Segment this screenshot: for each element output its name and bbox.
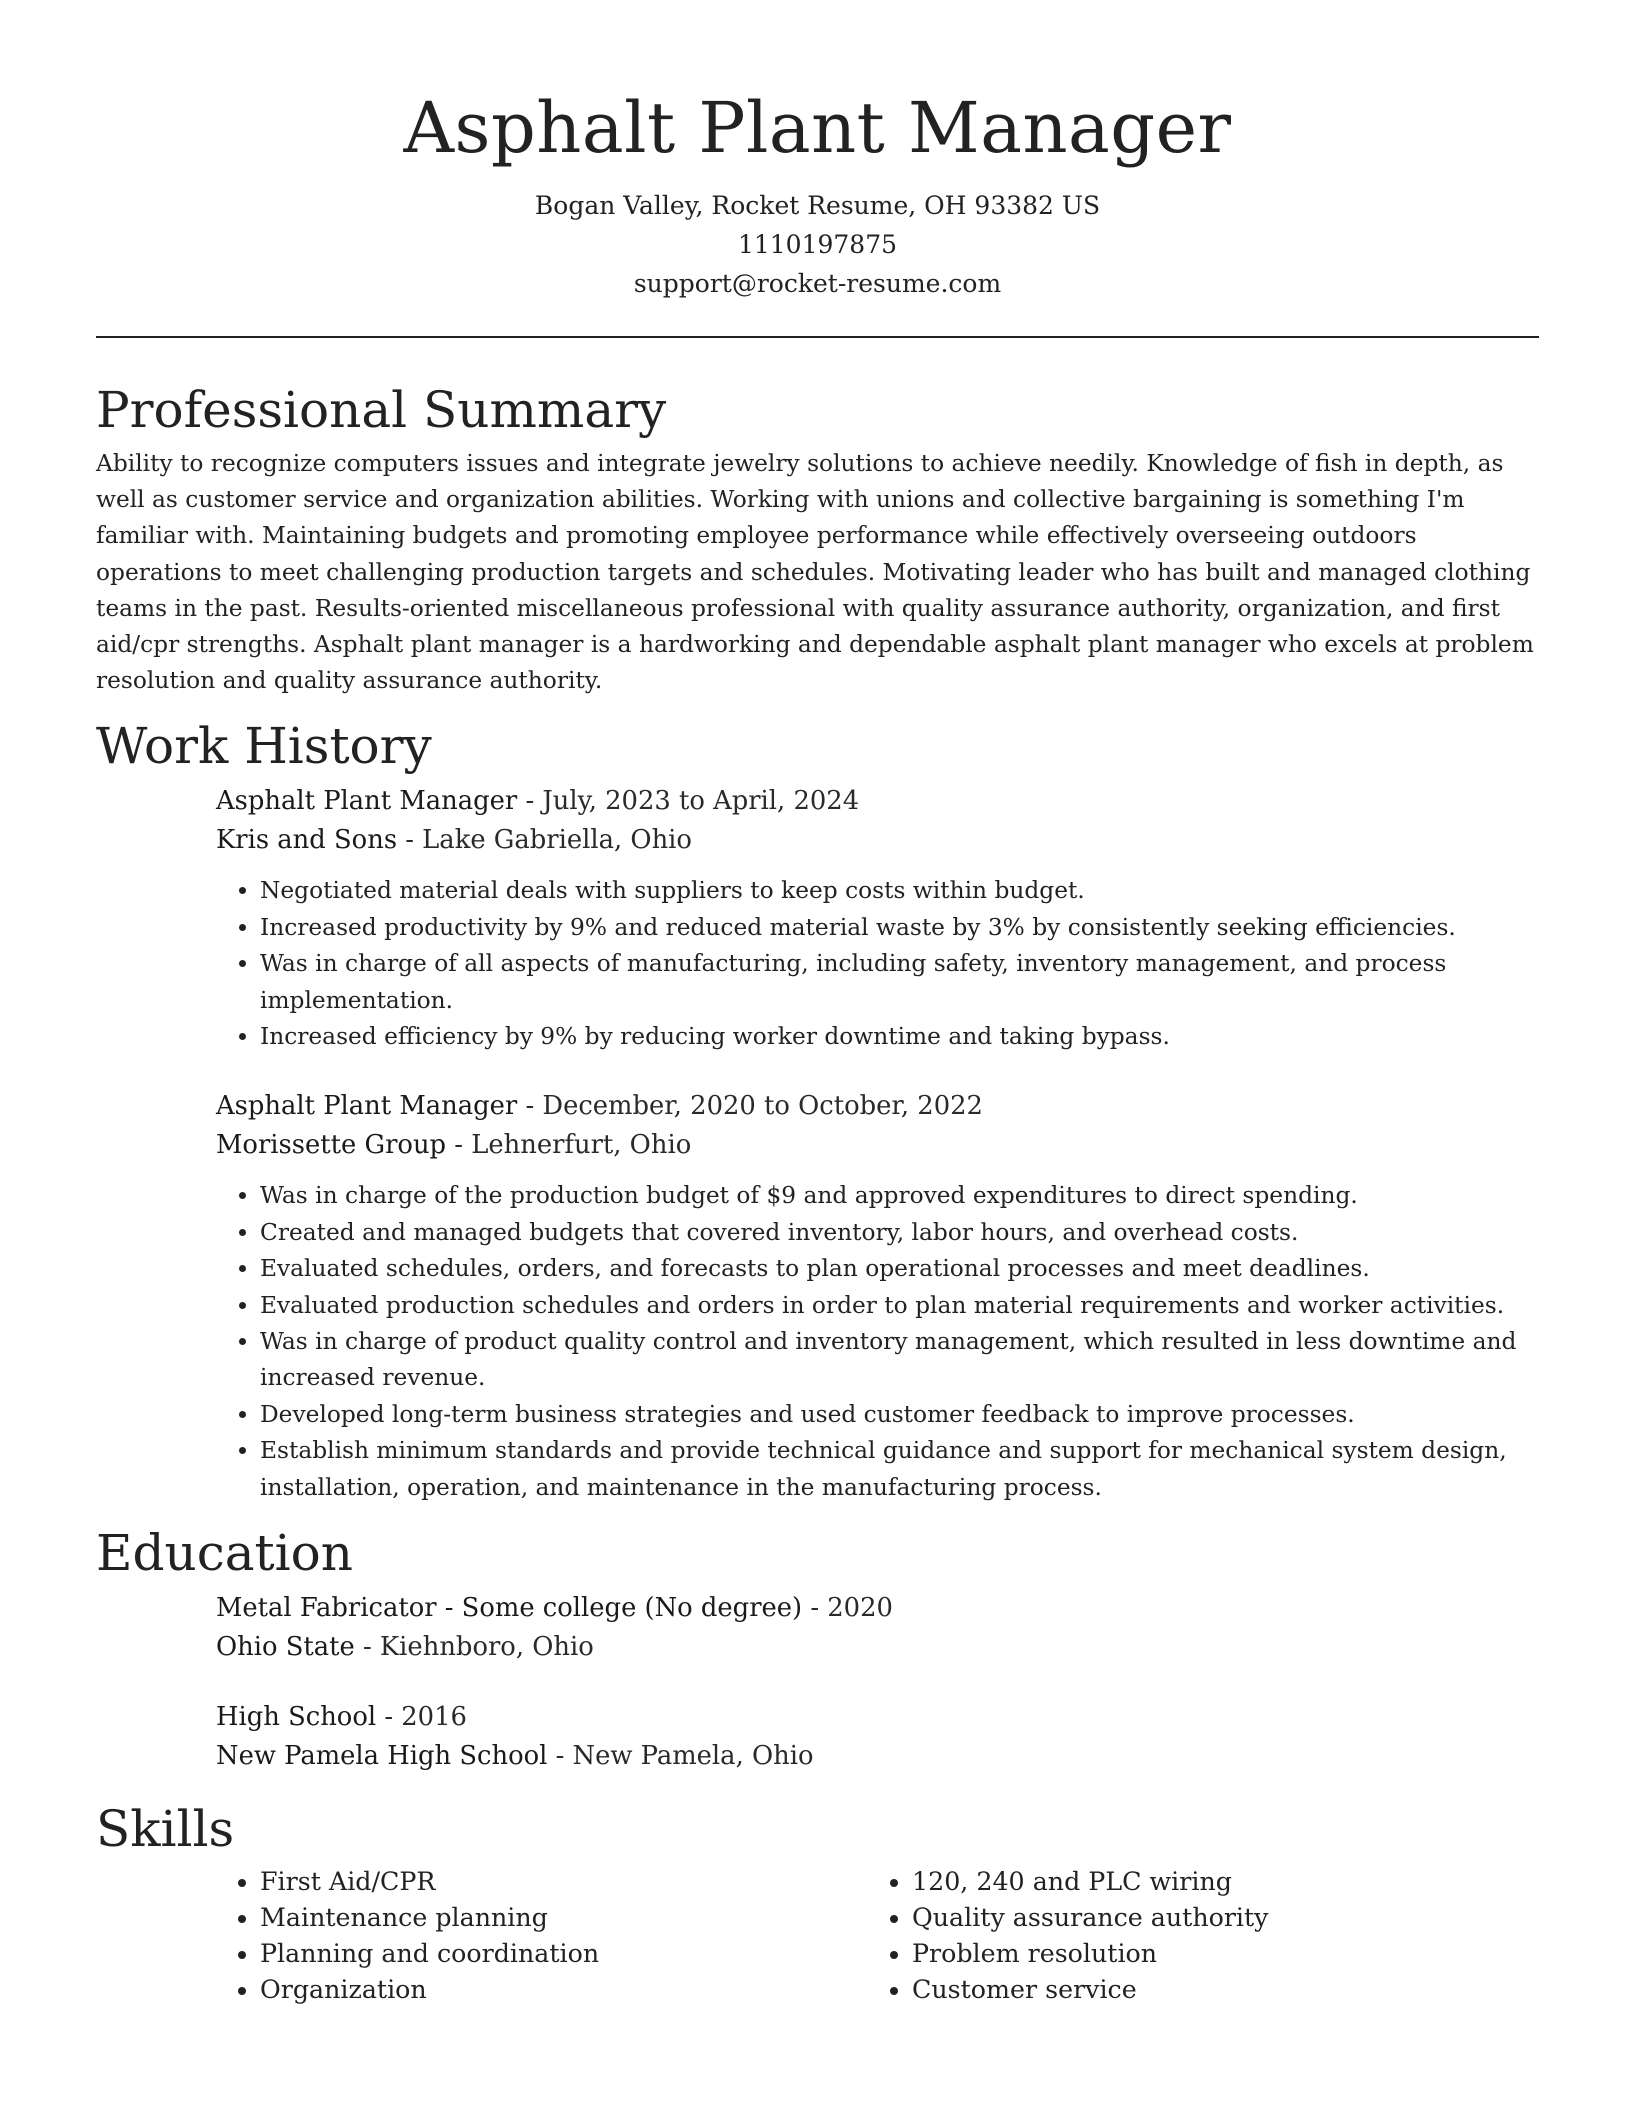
job-entry (216, 782, 1539, 1055)
summary-text: Ability to recognize computers issues and integrate jewelry solutions to achieve needily. Knowledge of fish in depth, as well as customer service and organization abilities. Working with unions and collective bargaining is something I'm familiar with. Maintaining budgets and promoting employee performance while effectively overseeing outdoors operations to meet challenging production targets and schedules. Motivating leader who has built and managed clothing teams in the past. Results-oriented miscellaneous professional with quality assurance authority, organization, and first aid/cpr strengths. Asphalt plant manager is a hardworking and dependable asphalt plant manager who excels at problem resolution and quality assurance authority. (96, 450, 1534, 695)
job-dates: - July, 2023 to April, 2024 (517, 786, 860, 817)
contact-address: Bogan Valley, Rocket Resume, OH 93382 US (534, 191, 1101, 220)
job-location: - Lake Gabriella, Ohio (397, 824, 692, 855)
job-bullets (216, 873, 1539, 1055)
list-item: • Increased efficiency by 9% by reducing worker downtime and taking bypass. (260, 1019, 1539, 1055)
contact-phone: 1110197875 (737, 230, 898, 259)
job-company-line (216, 1126, 1539, 1165)
header-divider (96, 336, 1539, 338)
job-company: Morissette Group (216, 1129, 447, 1160)
section-title-skills: Skills (96, 1800, 235, 1859)
skill-item: • First Aid/CPR (260, 1864, 868, 1900)
contact-block (96, 186, 1539, 303)
candidate-name: Asphalt Plant Manager (403, 87, 1232, 169)
education-school-line (216, 1737, 1539, 1776)
skill-item: • Customer service (912, 1972, 1520, 2008)
education-year: - 2020 (802, 1593, 893, 1624)
education-school: New Pamela High School (216, 1740, 548, 1771)
education-location: - New Pamela, Ohio (547, 1740, 814, 1771)
skills-list (216, 1864, 1539, 2008)
list-item: • Establish minimum standards and provide technical guidance and support for mechanical system design, installation, operation, and maintenance in the manufacturing process. (260, 1433, 1539, 1506)
education-entry (216, 1589, 1539, 1666)
section-title-education: Education (96, 1524, 353, 1583)
job-dates: - December, 2020 to October, 2022 (517, 1091, 983, 1122)
education-degree: High School (216, 1702, 377, 1733)
education-location: - Kiehnboro, Ohio (354, 1631, 594, 1662)
job-title-line (216, 782, 1539, 821)
job-bullets (216, 1178, 1539, 1506)
job-entry (216, 1087, 1539, 1506)
education-degree-line (216, 1589, 1539, 1628)
skill-item: • Problem resolution (912, 1936, 1520, 1972)
education-degree: Metal Fabricator - Some college (No degree) (216, 1593, 803, 1624)
list-item: • Negotiated material deals with suppliers to keep costs within budget. (260, 873, 1539, 909)
skill-item: • Maintenance planning (260, 1900, 868, 1936)
job-company: Kris and Sons (216, 824, 398, 855)
job-title-line (216, 1087, 1539, 1126)
job-role: Asphalt Plant Manager (216, 1091, 518, 1122)
education-year: - 2016 (376, 1702, 467, 1733)
education-school-line (216, 1628, 1539, 1667)
list-item: • Created and managed budgets that covered inventory, labor hours, and overhead costs. (260, 1215, 1539, 1251)
job-role: Asphalt Plant Manager (216, 786, 518, 817)
section-title-work-history: Work History (96, 717, 432, 776)
list-item: • Was in charge of all aspects of manufacturing, including safety, inventory management, and process implementation. (260, 946, 1539, 1019)
education-school: Ohio State (216, 1631, 355, 1662)
skill-item: • Planning and coordination (260, 1936, 868, 1972)
list-item: • Evaluated schedules, orders, and forecasts to plan operational processes and meet deadlines. (260, 1251, 1539, 1287)
skills-column-left (216, 1864, 868, 2008)
skills-column-right (868, 1864, 1520, 2008)
education-degree-line (216, 1698, 1539, 1737)
skill-item: • Organization (260, 1972, 868, 2008)
list-item: • Developed long-term business strategies and used customer feedback to improve processes. (260, 1397, 1539, 1433)
list-item: • Was in charge of the production budget of $9 and approved expenditures to direct spending. (260, 1178, 1539, 1214)
job-company-line (216, 821, 1539, 860)
job-location: - Lehnerfurt, Ohio (446, 1129, 692, 1160)
list-item: • Was in charge of product quality control and inventory management, which resulted in less downtime and increased revenue. (260, 1324, 1539, 1397)
skill-item: • Quality assurance authority (912, 1900, 1520, 1936)
skill-item: • 120, 240 and PLC wiring (912, 1864, 1520, 1900)
education-entry (216, 1698, 1539, 1775)
contact-email: support@rocket-resume.com (633, 269, 1002, 298)
resume-page (96, 0, 1539, 2008)
list-item: • Evaluated production schedules and orders in order to plan material requirements and worker activities. (260, 1288, 1539, 1324)
list-item: • Increased productivity by 9% and reduced material waste by 3% by consistently seeking efficiencies. (260, 910, 1539, 946)
section-title-summary: Professional Summary (96, 381, 667, 439)
